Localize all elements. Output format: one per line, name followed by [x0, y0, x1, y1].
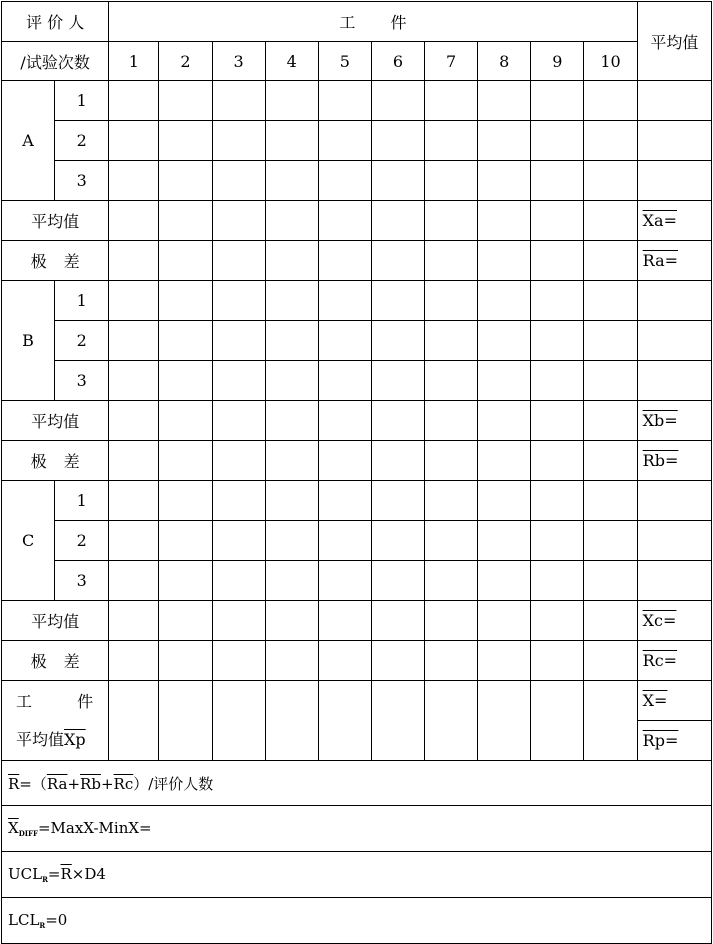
formula-part: -MinX: [93, 819, 140, 837]
data-cell[interactable]: [265, 561, 318, 601]
data-cell[interactable]: [637, 481, 711, 521]
data-cell[interactable]: [584, 161, 637, 201]
data-cell[interactable]: [425, 481, 478, 521]
measurement-table: [1, 1, 712, 944]
range-symbol-a[interactable]: [637, 241, 711, 281]
data-cell[interactable]: [637, 281, 711, 321]
data-cell[interactable]: [425, 401, 478, 441]
data-cell[interactable]: [371, 561, 424, 601]
data-cell[interactable]: [265, 521, 318, 561]
data-cell[interactable]: [159, 641, 212, 681]
part-average-label: [2, 681, 109, 761]
data-cell[interactable]: [371, 441, 424, 481]
data-cell[interactable]: [159, 241, 212, 281]
data-cell[interactable]: [212, 681, 265, 761]
avg-symbol-text: Xc=: [642, 611, 677, 630]
data-cell[interactable]: [159, 201, 212, 241]
data-cell[interactable]: [584, 681, 637, 761]
data-cell[interactable]: [478, 441, 531, 481]
formula-part: +: [67, 774, 81, 793]
data-cell[interactable]: [584, 561, 637, 601]
avg-symbol-b[interactable]: [637, 401, 711, 441]
data-cell[interactable]: [318, 161, 371, 201]
data-cell[interactable]: [109, 361, 159, 401]
data-cell[interactable]: [371, 201, 424, 241]
data-cell[interactable]: [531, 321, 584, 361]
evaluator-label-1: 评 价 人: [2, 2, 109, 42]
data-cell[interactable]: [109, 481, 159, 521]
part-average-symbols: [637, 681, 711, 761]
data-cell[interactable]: [425, 521, 478, 561]
data-cell[interactable]: [637, 321, 711, 361]
data-cell[interactable]: [478, 481, 531, 521]
data-cell[interactable]: [584, 81, 637, 121]
part-average-line2: [16, 721, 108, 759]
data-cell[interactable]: [531, 641, 584, 681]
data-cell[interactable]: [478, 161, 531, 201]
data-cell[interactable]: [109, 561, 159, 601]
data-cell[interactable]: [478, 521, 531, 561]
data-cell[interactable]: [584, 321, 637, 361]
data-cell[interactable]: [212, 441, 265, 481]
data-cell[interactable]: [265, 641, 318, 681]
part-label-text: 工 件: [339, 13, 407, 32]
average-row-label: 平均值: [2, 201, 109, 241]
data-cell[interactable]: [109, 161, 159, 201]
data-cell[interactable]: [531, 481, 584, 521]
formula-part: ）/评价人数: [133, 774, 214, 793]
data-cell[interactable]: [425, 201, 478, 241]
formula-part: =: [139, 819, 152, 837]
data-cell[interactable]: [425, 441, 478, 481]
data-cell[interactable]: [531, 201, 584, 241]
range-symbol-c[interactable]: [637, 641, 711, 681]
data-cell[interactable]: [159, 521, 212, 561]
data-cell[interactable]: [371, 601, 424, 641]
data-cell[interactable]: [265, 361, 318, 401]
data-cell[interactable]: [478, 361, 531, 401]
data-cell[interactable]: [265, 481, 318, 521]
trial-number: 2: [55, 321, 109, 361]
data-cell[interactable]: [584, 481, 637, 521]
data-cell[interactable]: [371, 241, 424, 281]
data-cell[interactable]: [531, 681, 584, 761]
data-cell[interactable]: [371, 641, 424, 681]
average-row-label: 平均值: [2, 401, 109, 441]
data-cell[interactable]: [478, 121, 531, 161]
data-cell[interactable]: [531, 281, 584, 321]
data-cell[interactable]: [478, 401, 531, 441]
data-cell[interactable]: [159, 161, 212, 201]
data-cell[interactable]: [318, 401, 371, 441]
data-cell[interactable]: [584, 361, 637, 401]
data-cell[interactable]: [265, 81, 318, 121]
data-cell[interactable]: [212, 641, 265, 681]
trial-number: 1: [55, 81, 109, 121]
data-cell[interactable]: [371, 81, 424, 121]
data-cell[interactable]: [637, 161, 711, 201]
data-cell[interactable]: [212, 561, 265, 601]
data-cell[interactable]: [425, 641, 478, 681]
data-cell[interactable]: [318, 241, 371, 281]
data-cell[interactable]: [265, 321, 318, 361]
data-cell[interactable]: [159, 561, 212, 601]
part-average-line1: [16, 683, 108, 721]
evaluator-label-2: /试验次数: [2, 42, 109, 81]
range-row-label: [2, 641, 109, 681]
trial-number: 1: [55, 281, 109, 321]
formula-part: $\overline{R}$: [60, 865, 72, 883]
part-number: 3: [212, 42, 265, 81]
data-cell[interactable]: [371, 321, 424, 361]
xdiff-formula[interactable]: [2, 806, 712, 852]
part-average-line1-text: 工 件: [16, 691, 94, 711]
data-cell[interactable]: [531, 361, 584, 401]
data-cell[interactable]: [212, 241, 265, 281]
formula-part: =MaxX: [37, 819, 94, 837]
data-cell[interactable]: [584, 281, 637, 321]
trial-number: 1: [55, 481, 109, 521]
data-cell[interactable]: [478, 81, 531, 121]
data-cell[interactable]: [109, 441, 159, 481]
data-cell[interactable]: [425, 241, 478, 281]
data-cell[interactable]: [212, 121, 265, 161]
data-cell[interactable]: [531, 441, 584, 481]
range-symbol-text: Rb=: [642, 451, 679, 470]
formula-part: $\overline{Rb}$: [80, 774, 101, 793]
data-cell[interactable]: [531, 121, 584, 161]
data-cell[interactable]: [584, 441, 637, 481]
data-cell[interactable]: [584, 401, 637, 441]
data-cell[interactable]: [531, 161, 584, 201]
data-cell[interactable]: [265, 281, 318, 321]
data-cell[interactable]: [425, 601, 478, 641]
range-symbol-text: Rc=: [642, 651, 678, 670]
data-cell[interactable]: [637, 121, 711, 161]
data-cell[interactable]: [318, 561, 371, 601]
avg-symbol-text: Xa=: [642, 211, 677, 230]
formula-part: UCL: [8, 865, 43, 883]
data-cell[interactable]: [425, 561, 478, 601]
data-cell[interactable]: [478, 241, 531, 281]
data-cell[interactable]: [212, 161, 265, 201]
formula-part: $\overline{Rc}$: [113, 774, 134, 793]
data-cell[interactable]: [371, 521, 424, 561]
data-cell[interactable]: [159, 121, 212, 161]
data-cell[interactable]: [478, 561, 531, 601]
evaluator-name-b: B: [2, 281, 55, 401]
evaluator-name-c: C: [2, 481, 55, 601]
data-cell[interactable]: [531, 601, 584, 641]
data-cell[interactable]: [265, 241, 318, 281]
data-cell[interactable]: [371, 681, 424, 761]
data-cell[interactable]: [265, 161, 318, 201]
data-cell[interactable]: [109, 121, 159, 161]
data-cell[interactable]: [531, 521, 584, 561]
data-cell[interactable]: [584, 201, 637, 241]
avg-symbol-a[interactable]: [637, 201, 711, 241]
data-cell[interactable]: [371, 361, 424, 401]
part-number: 10: [584, 42, 637, 81]
data-cell[interactable]: [212, 481, 265, 521]
data-cell[interactable]: [371, 401, 424, 441]
data-cell[interactable]: [318, 681, 371, 761]
formula-part: $\overline{X}$: [8, 819, 19, 837]
data-cell[interactable]: [425, 681, 478, 761]
part-number: 2: [159, 42, 212, 81]
part-number: 4: [265, 42, 318, 81]
data-cell[interactable]: [318, 361, 371, 401]
data-cell[interactable]: [478, 201, 531, 241]
data-cell[interactable]: [265, 201, 318, 241]
data-cell[interactable]: [425, 121, 478, 161]
part-number: 8: [478, 42, 531, 81]
range-symbol-text: Ra=: [642, 251, 679, 270]
data-cell[interactable]: [109, 81, 159, 121]
data-cell[interactable]: [212, 81, 265, 121]
data-cell[interactable]: [212, 361, 265, 401]
data-cell[interactable]: [584, 521, 637, 561]
data-cell[interactable]: [212, 281, 265, 321]
rp-symbol: Rp=: [642, 731, 679, 750]
data-cell[interactable]: [637, 81, 711, 121]
formula-subscript: R: [42, 875, 48, 884]
data-cell[interactable]: [478, 681, 531, 761]
data-cell[interactable]: [318, 441, 371, 481]
data-cell[interactable]: [584, 241, 637, 281]
xp-symbol: $\overline{Xp}$: [64, 729, 86, 749]
data-cell[interactable]: [159, 601, 212, 641]
data-cell[interactable]: [371, 281, 424, 321]
data-cell[interactable]: [637, 561, 711, 601]
data-cell[interactable]: [371, 161, 424, 201]
lcl-formula[interactable]: [2, 898, 712, 944]
range-label-text: 极 差: [30, 652, 80, 671]
avg-symbol-c[interactable]: [637, 601, 711, 641]
range-row-label: [2, 441, 109, 481]
data-cell[interactable]: [109, 521, 159, 561]
data-cell[interactable]: [109, 201, 159, 241]
formula-part: =0: [45, 911, 68, 929]
rbar-formula[interactable]: [2, 761, 712, 806]
trial-number: 3: [55, 561, 109, 601]
rp-cell[interactable]: [638, 721, 711, 760]
data-cell[interactable]: [109, 321, 159, 361]
data-cell[interactable]: [637, 521, 711, 561]
data-cell[interactable]: [318, 601, 371, 641]
data-cell[interactable]: [109, 601, 159, 641]
data-cell[interactable]: [584, 641, 637, 681]
data-cell[interactable]: [159, 681, 212, 761]
data-cell[interactable]: [159, 481, 212, 521]
data-cell[interactable]: [159, 321, 212, 361]
avg-symbol-text: Xb=: [642, 411, 678, 430]
range-label-text: 极 差: [30, 452, 80, 471]
data-cell[interactable]: [212, 601, 265, 641]
part-average-line2-text: 平均值: [16, 729, 65, 749]
data-cell[interactable]: [109, 681, 159, 761]
data-cell[interactable]: [531, 241, 584, 281]
grand-average-cell[interactable]: [638, 681, 711, 721]
data-cell[interactable]: [425, 281, 478, 321]
data-cell[interactable]: [478, 641, 531, 681]
data-cell[interactable]: [318, 641, 371, 681]
formula-part: +: [100, 774, 114, 793]
formula-part: LCL: [8, 911, 40, 929]
trial-number: 2: [55, 121, 109, 161]
range-label-text: 极 差: [30, 252, 80, 271]
data-cell[interactable]: [159, 441, 212, 481]
data-cell[interactable]: [531, 401, 584, 441]
data-cell[interactable]: [531, 561, 584, 601]
data-cell[interactable]: [212, 321, 265, 361]
data-cell[interactable]: [478, 321, 531, 361]
data-cell[interactable]: [584, 121, 637, 161]
data-cell[interactable]: [159, 401, 212, 441]
data-cell[interactable]: [212, 401, 265, 441]
range-row-label: [2, 241, 109, 281]
data-cell[interactable]: [637, 361, 711, 401]
average-header: 平均值: [637, 2, 711, 81]
data-cell[interactable]: [265, 121, 318, 161]
formula-part: $\overline{R}$: [8, 774, 20, 793]
average-row-label: 平均值: [2, 601, 109, 641]
formula-subscript: R: [39, 921, 46, 930]
data-cell[interactable]: [159, 81, 212, 121]
range-symbol-b[interactable]: [637, 441, 711, 481]
data-cell[interactable]: [265, 681, 318, 761]
data-cell[interactable]: [318, 121, 371, 161]
data-cell[interactable]: [531, 81, 584, 121]
data-cell[interactable]: [109, 641, 159, 681]
data-cell[interactable]: [265, 601, 318, 641]
data-cell[interactable]: [425, 81, 478, 121]
data-cell[interactable]: [425, 321, 478, 361]
part-number: 9: [531, 42, 584, 81]
data-cell[interactable]: [425, 161, 478, 201]
data-cell[interactable]: [318, 81, 371, 121]
data-cell[interactable]: [318, 281, 371, 321]
data-cell[interactable]: [478, 601, 531, 641]
formula-part: =: [47, 865, 61, 883]
data-cell[interactable]: [265, 441, 318, 481]
data-cell[interactable]: [109, 401, 159, 441]
part-number: 7: [425, 42, 478, 81]
data-cell[interactable]: [318, 481, 371, 521]
formula-part: ×D4: [71, 865, 106, 883]
data-cell[interactable]: [212, 201, 265, 241]
data-cell[interactable]: [159, 281, 212, 321]
formula-part: $\overline{Ra}$: [46, 774, 68, 793]
ucl-formula[interactable]: [2, 852, 712, 898]
part-number: 6: [371, 42, 424, 81]
grand-average-symbol: X=: [642, 691, 668, 710]
data-cell[interactable]: [478, 281, 531, 321]
data-cell[interactable]: [318, 201, 371, 241]
data-cell[interactable]: [109, 241, 159, 281]
evaluator-name-a: A: [2, 81, 55, 201]
part-number: 1: [109, 42, 159, 81]
trial-number: 2: [55, 521, 109, 561]
formula-part: =（: [19, 774, 47, 793]
trial-number: 3: [55, 361, 109, 401]
data-cell[interactable]: [425, 361, 478, 401]
formula-subscript: DIFF: [18, 829, 38, 838]
data-cell[interactable]: [584, 601, 637, 641]
data-cell[interactable]: [159, 361, 212, 401]
data-cell[interactable]: [265, 401, 318, 441]
data-cell[interactable]: [318, 521, 371, 561]
trial-number: 3: [55, 161, 109, 201]
data-cell[interactable]: [109, 281, 159, 321]
part-number: 5: [318, 42, 371, 81]
part-label: [109, 2, 637, 42]
data-cell[interactable]: [318, 321, 371, 361]
data-cell[interactable]: [212, 521, 265, 561]
data-cell[interactable]: [371, 481, 424, 521]
data-cell[interactable]: [371, 121, 424, 161]
